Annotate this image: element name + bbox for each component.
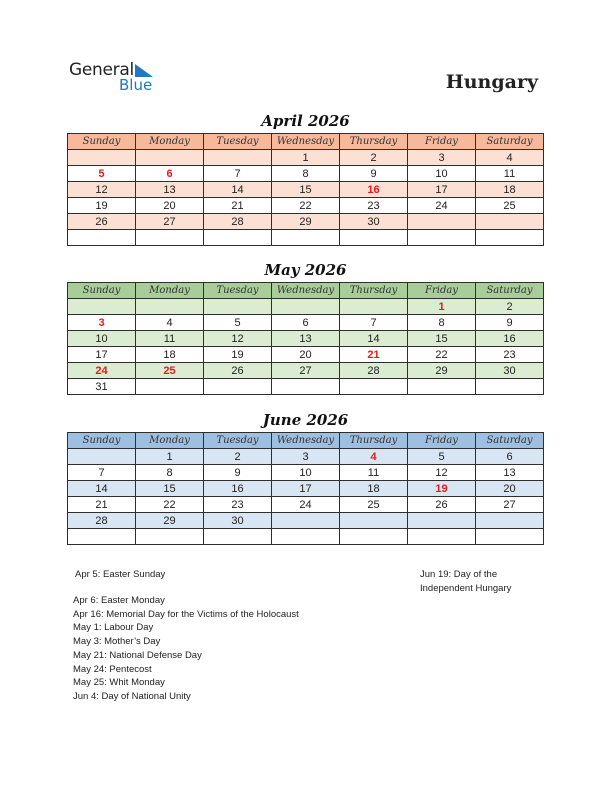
weekday-header: Monday: [136, 134, 204, 150]
day-cell: [408, 529, 476, 545]
day-cell: 25: [476, 198, 544, 214]
day-cell: 10: [68, 331, 136, 347]
day-cell: 1: [272, 150, 340, 166]
day-cell: 16: [204, 481, 272, 497]
day-cell: 16: [476, 331, 544, 347]
day-cell: [272, 529, 340, 545]
day-cell: 9: [476, 315, 544, 331]
day-cell: 30: [204, 513, 272, 529]
day-cell: 6: [272, 315, 340, 331]
weekday-header: Wednesday: [272, 283, 340, 299]
holiday-day-cell: 16: [340, 182, 408, 198]
day-cell: [340, 529, 408, 545]
day-cell: 25: [340, 497, 408, 513]
day-cell: 11: [136, 331, 204, 347]
day-cell: 2: [340, 150, 408, 166]
day-cell: [340, 230, 408, 246]
day-cell: [476, 379, 544, 395]
holiday-notes-list: [73, 594, 299, 704]
day-cell: 10: [408, 166, 476, 182]
generalblue-logo: [69, 60, 169, 96]
day-cell: [136, 529, 204, 545]
holiday-day-cell: 21: [340, 347, 408, 363]
weekday-header: Sunday: [68, 134, 136, 150]
day-cell: 5: [408, 449, 476, 465]
day-cell: 27: [136, 214, 204, 230]
weekday-header-row: [68, 283, 544, 299]
holiday-note: Apr 6: Easter Monday: [73, 595, 165, 606]
day-cell: [204, 230, 272, 246]
day-cell: [408, 214, 476, 230]
holiday-note: May 3: Mother’s Day: [73, 636, 161, 648]
day-cell: 14: [340, 331, 408, 347]
month-title: May 2026: [264, 261, 347, 279]
day-cell: 15: [136, 481, 204, 497]
day-cell: 30: [340, 214, 408, 230]
day-cell: 15: [408, 331, 476, 347]
month-title: April 2026: [261, 112, 350, 130]
day-cell: [272, 379, 340, 395]
weekday-header: Saturday: [476, 283, 544, 299]
day-cell: 21: [68, 497, 136, 513]
day-cell: 24: [408, 198, 476, 214]
day-cell: [68, 449, 136, 465]
week-row: [68, 182, 544, 198]
weekday-header: Sunday: [68, 433, 136, 449]
day-cell: [340, 513, 408, 529]
day-cell: 4: [136, 315, 204, 331]
day-cell: 27: [272, 363, 340, 379]
day-cell: 4: [476, 150, 544, 166]
day-cell: 15: [272, 182, 340, 198]
day-cell: 20: [476, 481, 544, 497]
day-cell: 18: [340, 481, 408, 497]
day-cell: 22: [408, 347, 476, 363]
holiday-day-cell: 19: [408, 481, 476, 497]
week-row: [68, 347, 544, 363]
weekday-header: Wednesday: [272, 134, 340, 150]
day-cell: [204, 299, 272, 315]
week-row: [68, 166, 544, 182]
holiday-note: May 21: National Defense Day: [73, 649, 202, 661]
weekday-header: Monday: [136, 283, 204, 299]
holiday-note-first: Apr 5: Easter Sunday: [75, 569, 166, 580]
weekday-header-row: [68, 433, 544, 449]
holiday-note: Apr 16: Memorial Day for the Victims of the Holocaust: [73, 608, 299, 620]
holiday-day-cell: 25: [136, 363, 204, 379]
day-cell: 18: [476, 182, 544, 198]
day-cell: 23: [476, 347, 544, 363]
day-cell: [136, 230, 204, 246]
week-row: [68, 230, 544, 246]
holiday-note: May 1: Labour Day: [73, 622, 154, 634]
country-title: Hungary: [445, 71, 538, 93]
day-cell: 10: [272, 465, 340, 481]
day-cell: [204, 150, 272, 166]
day-cell: 2: [476, 299, 544, 315]
day-cell: 29: [136, 513, 204, 529]
month-calendar-table: [67, 282, 544, 395]
day-cell: [68, 150, 136, 166]
day-cell: 19: [68, 198, 136, 214]
day-cell: 11: [476, 166, 544, 182]
day-cell: [68, 299, 136, 315]
day-cell: 14: [204, 182, 272, 198]
holiday-note: May 25: Whit Monday: [73, 677, 165, 689]
day-cell: [340, 379, 408, 395]
holiday-note: May 24: Pentecost: [73, 663, 152, 675]
weekday-header: Thursday: [340, 283, 408, 299]
day-cell: 30: [476, 363, 544, 379]
day-cell: 28: [340, 363, 408, 379]
day-cell: 19: [204, 347, 272, 363]
week-row: [68, 331, 544, 347]
day-cell: [272, 230, 340, 246]
day-cell: 5: [204, 315, 272, 331]
day-cell: 21: [204, 198, 272, 214]
day-cell: 9: [340, 166, 408, 182]
day-cell: 20: [136, 198, 204, 214]
day-cell: [476, 513, 544, 529]
day-cell: 18: [136, 347, 204, 363]
day-cell: 8: [272, 166, 340, 182]
week-row: [68, 465, 544, 481]
day-cell: [408, 513, 476, 529]
day-cell: 3: [272, 449, 340, 465]
day-cell: 12: [68, 182, 136, 198]
week-row: [68, 497, 544, 513]
day-cell: [204, 379, 272, 395]
day-cell: 23: [204, 497, 272, 513]
day-cell: [136, 299, 204, 315]
day-cell: [340, 299, 408, 315]
day-cell: [272, 299, 340, 315]
week-row: [68, 299, 544, 315]
day-cell: 7: [340, 315, 408, 331]
weekday-header: Friday: [408, 283, 476, 299]
day-cell: 23: [340, 198, 408, 214]
day-cell: 1: [136, 449, 204, 465]
day-cell: 12: [408, 465, 476, 481]
weekday-header: Tuesday: [204, 283, 272, 299]
day-cell: 7: [68, 465, 136, 481]
day-cell: 20: [272, 347, 340, 363]
day-cell: 12: [204, 331, 272, 347]
weekday-header: Thursday: [340, 134, 408, 150]
day-cell: 17: [408, 182, 476, 198]
day-cell: 17: [68, 347, 136, 363]
week-row: [68, 315, 544, 331]
holiday-day-cell: 6: [136, 166, 204, 182]
day-cell: 29: [272, 214, 340, 230]
week-row: [68, 363, 544, 379]
weekday-header: Saturday: [476, 433, 544, 449]
day-cell: 8: [136, 465, 204, 481]
holiday-note-right-line: Jun 19: Day of the: [420, 569, 498, 580]
day-cell: [204, 529, 272, 545]
day-cell: [408, 379, 476, 395]
day-cell: 9: [204, 465, 272, 481]
holiday-day-cell: 3: [68, 315, 136, 331]
weekday-header: Saturday: [476, 134, 544, 150]
day-cell: [476, 214, 544, 230]
day-cell: 3: [408, 150, 476, 166]
day-cell: 11: [340, 465, 408, 481]
day-cell: [272, 513, 340, 529]
day-cell: 29: [408, 363, 476, 379]
weekday-header: Sunday: [68, 283, 136, 299]
holiday-day-cell: 4: [340, 449, 408, 465]
day-cell: [68, 230, 136, 246]
day-cell: 31: [68, 379, 136, 395]
day-cell: 13: [136, 182, 204, 198]
weekday-header: Friday: [408, 134, 476, 150]
holiday-note: Jun 4: Day of National Unity: [73, 690, 191, 702]
day-cell: [136, 150, 204, 166]
month-title: June 2026: [262, 411, 349, 429]
weekday-header: Friday: [408, 433, 476, 449]
day-cell: 27: [476, 497, 544, 513]
day-cell: [68, 529, 136, 545]
weekday-header: Tuesday: [204, 433, 272, 449]
weekday-header-row: [68, 134, 544, 150]
holiday-day-cell: 24: [68, 363, 136, 379]
day-cell: 28: [204, 214, 272, 230]
day-cell: 24: [272, 497, 340, 513]
weekday-header: Wednesday: [272, 433, 340, 449]
day-cell: 22: [272, 198, 340, 214]
day-cell: 26: [68, 214, 136, 230]
week-row: [68, 529, 544, 545]
holiday-day-cell: 5: [68, 166, 136, 182]
day-cell: 14: [68, 481, 136, 497]
week-row: [68, 481, 544, 497]
weekday-header: Thursday: [340, 433, 408, 449]
day-cell: 26: [204, 363, 272, 379]
weekday-header: Monday: [136, 433, 204, 449]
weekday-header: Tuesday: [204, 134, 272, 150]
logo-general-text: General: [69, 60, 134, 80]
day-cell: 13: [476, 465, 544, 481]
day-cell: 2: [204, 449, 272, 465]
month-calendar-table: [67, 133, 544, 246]
week-row: [68, 379, 544, 395]
day-cell: [408, 230, 476, 246]
day-cell: 22: [136, 497, 204, 513]
week-row: [68, 214, 544, 230]
holiday-notes-right: [420, 568, 511, 595]
day-cell: 26: [408, 497, 476, 513]
month-calendar-table: [67, 432, 544, 545]
day-cell: 17: [272, 481, 340, 497]
day-cell: [136, 379, 204, 395]
day-cell: 8: [408, 315, 476, 331]
day-cell: 7: [204, 166, 272, 182]
week-row: [68, 150, 544, 166]
day-cell: 6: [476, 449, 544, 465]
holiday-day-cell: 1: [408, 299, 476, 315]
week-row: [68, 198, 544, 214]
week-row: [68, 513, 544, 529]
logo-blue-text: Blue: [119, 76, 153, 94]
day-cell: [476, 230, 544, 246]
day-cell: 13: [272, 331, 340, 347]
week-row: [68, 449, 544, 465]
day-cell: 28: [68, 513, 136, 529]
day-cell: [476, 529, 544, 545]
holiday-note-right-line: Independent Hungary: [420, 582, 512, 594]
